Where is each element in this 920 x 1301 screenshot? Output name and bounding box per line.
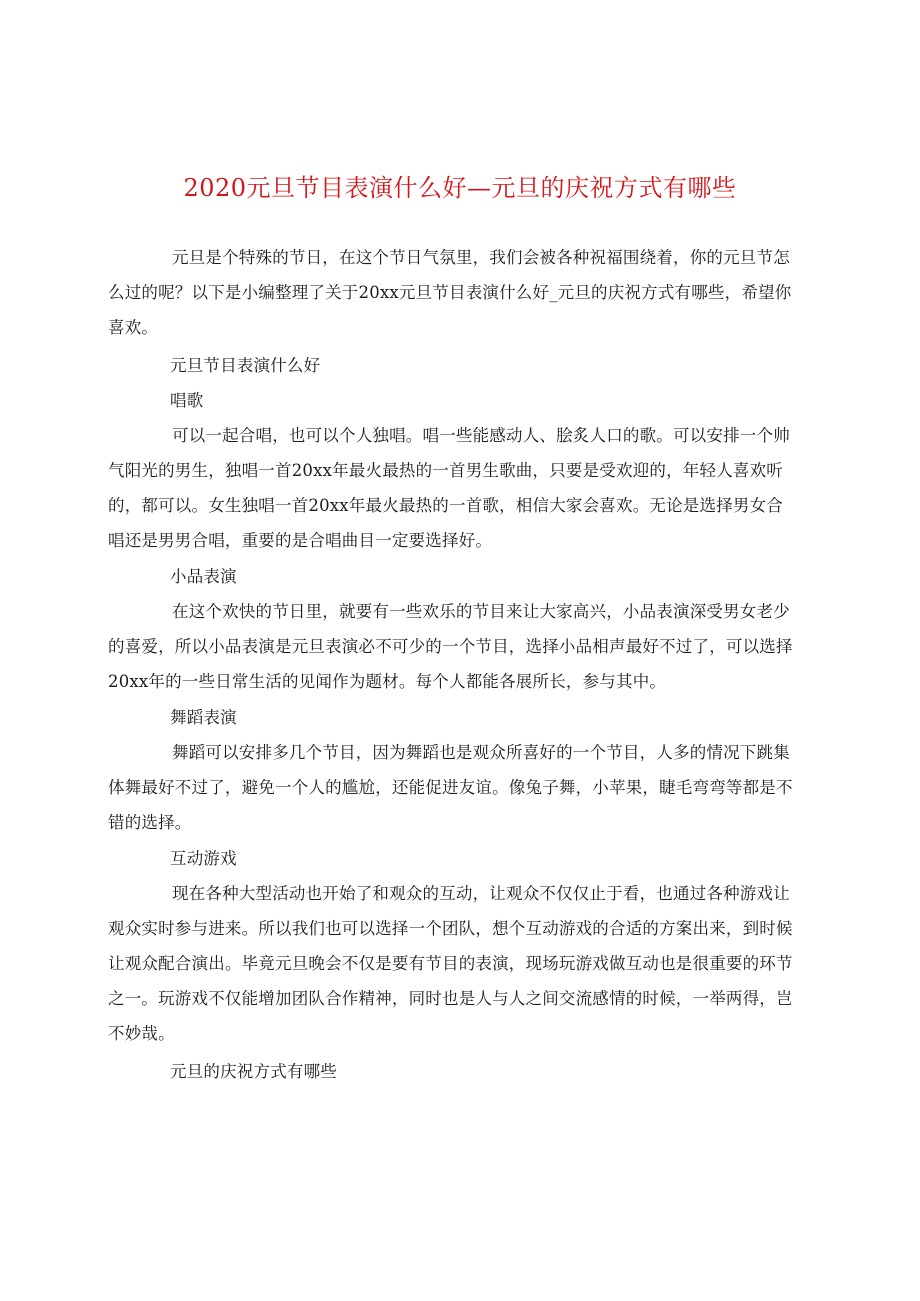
paragraph-dance: 舞蹈可以安排多几个节目，因为舞蹈也是观众所喜好的一个节目，人多的情况下跳集体舞最好不过了，避免一个人的尴尬，还能促进友谊。像兔子舞，小苹果，睫毛弯弯等都是不错的选择。: [108, 743, 793, 832]
subheading-singing: 唱歌: [170, 391, 204, 410]
paragraph-singing: 可以一起合唱，也可以个人独唱。唱一些能感动人、脍炙人口的歌。可以安排一个帅气阳光的男生，独唱一首20xx年最火最热的一首男生歌曲，只要是受欢迎的，年轻人喜欢听的，都可以。女生独唱一首20xx年最火最热的一首歌，相信大家会喜欢。无论是选择男女合唱还是男男合唱，重要的是合唱曲目一定要选择好。: [108, 426, 790, 550]
subheading-dance-block: [108, 700, 798, 735]
subheading-dance: 舞蹈表演: [170, 708, 237, 727]
intro-block: [108, 240, 798, 345]
paragraph-games: 现在各种大型活动也开始了和观众的互动，让观众不仅仅止于看，也通过各种游戏让观众实时参与进来。所以我们也可以选择一个团队，想个互动游戏的合适的方案出来，到时候让观众配合演出。毕竟元旦晚会不仅是要有节目的表演，现场玩游戏做互动也是很重要的环节之一。玩游戏不仅能增加团队合作精神，同时也是人与人之间交流感情的时候，一举两得，岂不妙哉。: [108, 884, 793, 1043]
paragraph-games-block: [108, 876, 798, 1051]
page-title: 2020元旦节目表演什么好—元旦的庆祝方式有哪些: [183, 174, 737, 202]
subheading-skit: 小品表演: [170, 567, 237, 586]
subheading-games-block: [108, 841, 798, 876]
closing-heading-block: [108, 1054, 798, 1089]
paragraph-skit-block: [108, 594, 798, 699]
subheading-games: 互动游戏: [170, 849, 237, 868]
closing-heading: 元旦的庆祝方式有哪些: [170, 1062, 337, 1081]
subheading-skit-block: [108, 559, 798, 594]
section-heading: 元旦节目表演什么好: [170, 356, 321, 375]
intro-paragraph: 元旦是个特殊的节日，在这个节日气氛里，我们会被各种祝福围绕着，你的元旦节怎么过的呢？以下是小编整理了关于20xx元旦节目表演什么好_元旦的庆祝方式有哪些，希望你喜欢。: [108, 248, 792, 337]
subheading-singing-block: [108, 383, 798, 418]
paragraph-singing-block: [108, 418, 798, 558]
paragraph-dance-block: [108, 735, 798, 840]
section-heading-block: [108, 348, 798, 383]
paragraph-skit: 在这个欢快的节日里，就要有一些欢乐的节目来让大家高兴，小品表演深受男女老少的喜爱，所以小品表演是元旦表演必不可少的一个节目，选择小品相声最好不过了，可以选择20xx年的一些日常生活的见闻作为题材。每个人都能各展所长，参与其中。: [108, 602, 793, 691]
